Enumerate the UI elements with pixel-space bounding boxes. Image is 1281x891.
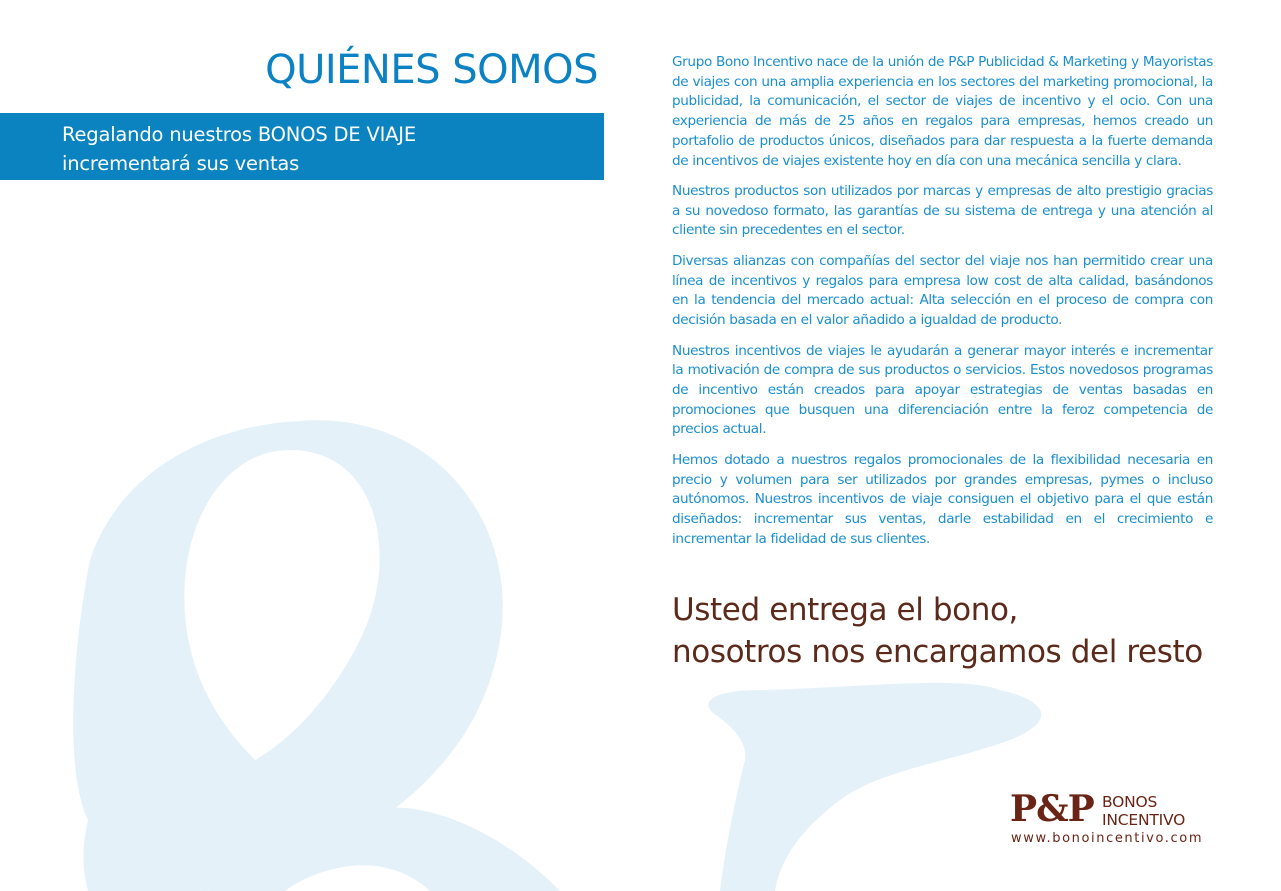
body-text [672,53,1213,560]
banner-emphasis: BONOS DE VIAJE [257,123,416,146]
paragraph: Diversas alianzas con compañías del sector del viaje nos han permitido crear una línea de incentivos y regalos para empresa low cost de alta calidad, basándonos en la tendencia del mercado actual: Alta selección en el proceso de compra con decisión basada en el valor añadido a igualdad de producto. [672,252,1213,329]
logo-word-incentivo: INCENTIVO [1102,811,1186,829]
paragraph: Nuestros incentivos de viajes le ayudarán a generar mayor interés e incrementar la motivación de compra de sus productos o servicios. Estos novedosos programas de incentivo están creados para apoyar estrategias de ventas basadas en promociones que busquen una diferenciación entre la feroz competencia de precios actual. [672,342,1213,438]
banner-line-1-prefix: Regalando nuestros [62,123,258,146]
page-title: QUIÉNES SOMOS [265,47,598,93]
banner-line-1 [62,120,582,149]
banner-text [62,120,582,178]
paragraph: Nuestros productos son utilizados por marcas y empresas de alto prestigio gracias a su novedoso formato, las garantías de su sistema de entrega y una atención al cliente sin precedentes en el sector. [672,183,1213,239]
tagline-line-1: Usted entrega el bono, [672,592,1018,628]
paragraph: Grupo Bono Incentivo nace de la unión de P&P Publicidad & Marketing y Mayoristas de viajes con una amplia experiencia en los sectores del marketing promocional, la publicidad, la comunicación, el sector de viajes de incentivo y el ocio. Con una experiencia de más de 25 años en regalos para empresas, hemos creado un portafolio de productos únicos, diseñados para dar respuesta a la fuerte demanda de incentivos de viajes existente hoy en día con una mecánica sencilla y clara. [672,54,1213,169]
logo-word-bonos: BONOS [1102,793,1158,811]
paragraph: Hemos dotado a nuestros regalos promocionales de la flexibilidad necesaria en precio y volumen para ser utilizados por grandes empresas, pymes o incluso autónomos. Nuestros incentivos de viaje consiguen el objetivo para el que están diseñados: incrementar sus ventas, darle estabilidad en el crecimiento e incrementar la fidelidad de sus clientes. [672,451,1213,547]
banner-line-2: incrementará sus ventas [62,152,300,175]
website-url: www.bonoincentivo.com [1011,831,1204,846]
brand-logo [1005,788,1215,850]
tagline [672,589,1232,673]
logo-mark: P&P [1010,788,1094,830]
subtitle-banner [0,113,604,180]
tagline-line-2: nosotros nos encargamos del resto [672,634,1203,670]
